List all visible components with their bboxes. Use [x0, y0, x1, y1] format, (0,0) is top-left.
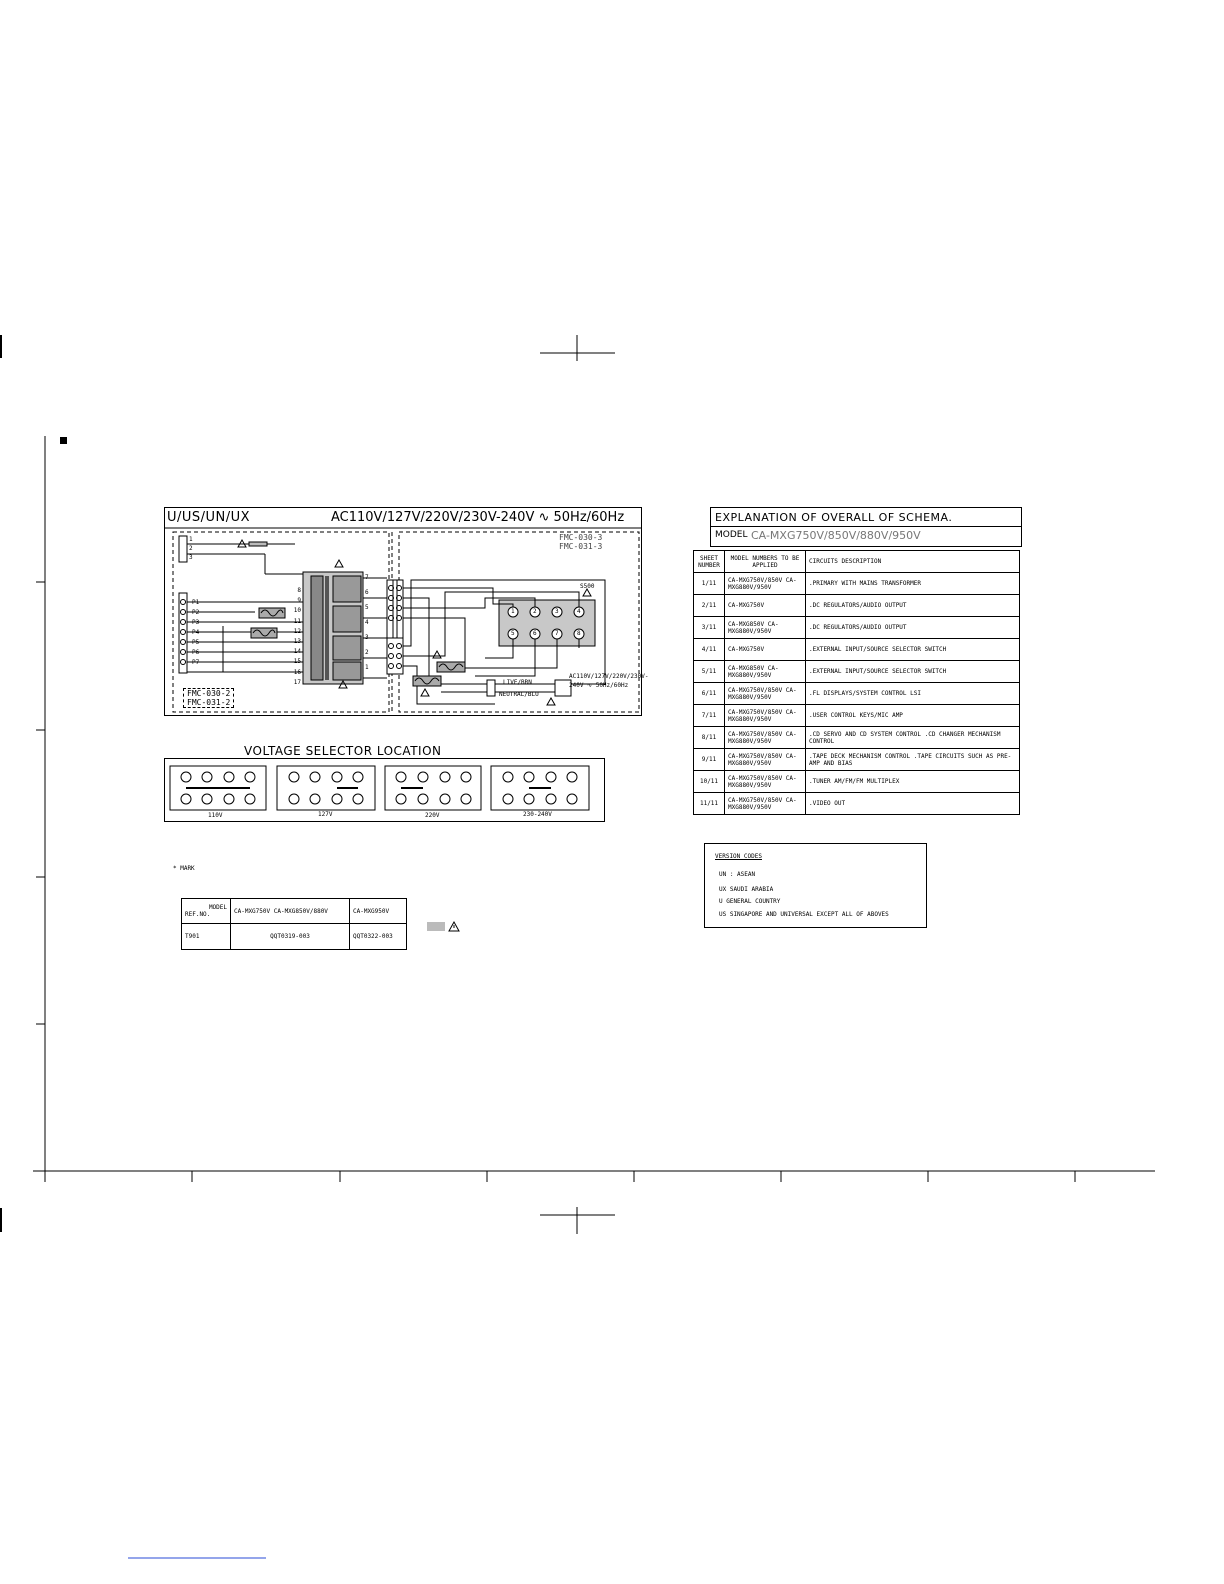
pin-label: 2 [533, 608, 537, 615]
sheet-number: 9/11 [694, 749, 725, 771]
pin-label: P7 [192, 659, 200, 666]
circuit-description: .EXTERNAL INPUT/SOURCE SELECTOR SWITCH [806, 639, 1020, 661]
circuit-description: .TUNER AM/FM/FM MULTIPLEX [806, 771, 1020, 793]
selector-label-230-240v: 230-240V [523, 811, 552, 818]
model-numbers: CA-MXG850V CA-MXG880V/950V [725, 617, 806, 639]
board-top-2: FMC-031-3 [559, 542, 603, 551]
pin-label: 3 [555, 608, 559, 615]
pin-label: 4 [577, 608, 581, 615]
parts-row-val-2: QQT0322-003 [350, 924, 407, 950]
model-numbers: CA-MXG750V [725, 595, 806, 617]
tap-label: 4 [365, 619, 369, 626]
table-row [694, 573, 1020, 595]
board-bottom-2: FMC-031-2 [187, 698, 231, 707]
circuit-description: .VIDEO OUT [806, 793, 1020, 815]
mark-note: * MARK [173, 865, 195, 872]
pin-label: P4 [192, 629, 200, 636]
sheet-number: 7/11 [694, 705, 725, 727]
sheet-number: 2/11 [694, 595, 725, 617]
sheet-number: 3/11 [694, 617, 725, 639]
pin-label: P5 [192, 639, 200, 646]
circuit-description: .EXTERNAL INPUT/SOURCE SELECTOR SWITCH [806, 661, 1020, 683]
sheet-number: 8/11 [694, 727, 725, 749]
pin-label: 6 [533, 630, 537, 637]
pin-label: P3 [192, 619, 200, 626]
left-connector-pins [192, 598, 199, 668]
explanation-header [710, 507, 1022, 547]
circuit-description: .FL DISPLAYS/SYSTEM CONTROL LSI [806, 683, 1020, 705]
model-label: MODEL [715, 530, 748, 540]
model-numbers: CA-MXG750V/850V CA-MXG880V/950V [725, 573, 806, 595]
pin-label: P6 [192, 649, 200, 656]
tap-label: 15 [293, 658, 301, 666]
tap-label: 12 [293, 627, 301, 635]
parts-row-val-1: QQT0319-003 [231, 924, 350, 950]
version-codes-title: VERSION CODES [715, 853, 762, 860]
shaded-part-swatch [427, 922, 445, 931]
table-row [694, 639, 1020, 661]
safety-legend [426, 920, 462, 934]
version-code-item: UN : ASEAN [719, 871, 756, 878]
live-label: LIVE/BRN [503, 679, 532, 686]
pin-label: 1 [511, 608, 515, 615]
tap-label: 1 [365, 664, 369, 671]
explanation-title: EXPLANATION OF OVERALL OF SCHEMA. [715, 511, 953, 524]
table-row [694, 683, 1020, 705]
model-numbers: CA-MXG850V CA-MXG880V/950V [725, 661, 806, 683]
header-sheet: SHEET NUMBER [694, 551, 725, 573]
table-row [694, 771, 1020, 793]
table-row [694, 793, 1020, 815]
board-bottom-1: FMC-030-2 [187, 689, 231, 698]
table-row [694, 705, 1020, 727]
tap-label: 13 [293, 638, 301, 646]
version-code-item: U GENERAL COUNTRY [719, 898, 781, 905]
neutral-label: NEUTRAL/BLU [499, 691, 539, 698]
tap-label: 3 [365, 634, 369, 641]
table-row [694, 749, 1020, 771]
circuit-description: .CD SERVO AND CD SYSTEM CONTROL .CD CHANGER MECHANISM CONTROL [806, 727, 1020, 749]
sheet-number: 4/11 [694, 639, 725, 661]
model-numbers: CA-MXG750V/850V CA-MXG880V/950V [725, 749, 806, 771]
model-numbers: CA-MXG750V/850V CA-MXG880V/950V [725, 727, 806, 749]
voltage-selector-title: VOLTAGE SELECTOR LOCATION [244, 744, 442, 758]
tap-label: 8 [297, 587, 301, 594]
table-row [694, 595, 1020, 617]
board-label-bottom [183, 688, 234, 708]
model-value: CA-MXG750V/850V/880V/950V [751, 529, 921, 542]
explanation-table [693, 550, 1020, 815]
tap-label: 9 [297, 597, 301, 605]
pin-label: P1 [192, 599, 200, 606]
parts-row-ref: T901 [182, 924, 231, 950]
table-row [694, 661, 1020, 683]
parts-col-2: CA-MXG950V [350, 899, 407, 924]
model-numbers: CA-MXG750V [725, 639, 806, 661]
selector-label-127v: 127V [318, 811, 333, 818]
model-numbers: CA-MXG750V/850V CA-MXG880V/950V [725, 771, 806, 793]
transformer-taps-right [365, 570, 369, 675]
voltage-selector-panel [164, 758, 605, 822]
board-label-top [559, 533, 602, 551]
pin-label: 5 [511, 630, 515, 637]
parts-table [181, 898, 407, 950]
tap-label: 6 [365, 589, 369, 596]
sheet-number: 5/11 [694, 661, 725, 683]
parts-col-1: CA-MXG750V CA-MXG850V/880V [231, 899, 350, 924]
transformer-taps-left [291, 586, 301, 688]
pin-label: 7 [555, 630, 559, 637]
pin-label: 3 [189, 554, 193, 561]
tap-label: 10 [293, 607, 301, 615]
top-connector-pins [189, 535, 193, 562]
switch-label: S500 [580, 583, 595, 590]
sheet-number: 11/11 [694, 793, 725, 815]
circuit-description: .USER CONTROL KEYS/MIC AMP [806, 705, 1020, 727]
tap-label: 14 [293, 648, 301, 656]
tap-label: 16 [293, 668, 301, 676]
pin-label: 1 [189, 536, 193, 543]
header-description: CIRCUITS DESCRIPTION [806, 551, 1020, 573]
tap-label: 2 [365, 649, 369, 656]
pin-label: 2 [189, 545, 193, 552]
header-models: MODEL NUMBERS TO BE APPLIED [725, 551, 806, 573]
sheet-number: 10/11 [694, 771, 725, 793]
model-numbers: CA-MXG750V/850V CA-MXG880V/950V [725, 683, 806, 705]
table-row [694, 617, 1020, 639]
model-numbers: CA-MXG750V/850V CA-MXG880V/950V [725, 793, 806, 815]
corner-ref: REF.NO. [185, 911, 211, 918]
circuit-description: .PRIMARY WITH MAINS TRANSFORMER [806, 573, 1020, 595]
version-code-item: UX SAUDI ARABIA [719, 886, 774, 893]
parts-table-corner [182, 899, 231, 924]
version-codes-box [704, 843, 927, 928]
supply-label: AC110V/127V/220V/230V-240V ∿ 50Hz/60Hz [331, 510, 625, 525]
circuit-description: .DC REGULATORS/AUDIO OUTPUT [806, 617, 1020, 639]
tap-label: 11 [293, 617, 301, 625]
tap-label: 5 [365, 604, 369, 611]
selector-label-220v: 220V [425, 812, 440, 819]
circuit-description: .TAPE DECK MECHANISM CONTROL .TAPE CIRCUITS SUCH AS PRE-AMP AND BIAS [806, 749, 1020, 771]
sheet-number: 6/11 [694, 683, 725, 705]
model-numbers: CA-MXG750V/850V CA-MXG880V/950V [725, 705, 806, 727]
sheet-number: 1/11 [694, 573, 725, 595]
pin-label: P2 [192, 609, 200, 616]
mains-label: AC110V/127V/220V/230V-240V ∿ 50Hz/60Hz [569, 673, 649, 689]
tap-label: 7 [365, 574, 369, 581]
region-label: U/US/UN/UX [167, 510, 251, 525]
selector-label-110v: 110V [208, 812, 223, 819]
pin-label: 8 [577, 630, 581, 637]
tap-label: 17 [293, 678, 301, 686]
board-top-1: FMC-030-3 [559, 533, 603, 542]
table-row [694, 727, 1020, 749]
version-code-item: US SINGAPORE AND UNIVERSAL EXCEPT ALL OF ABOVES [719, 911, 889, 918]
corner-model: MODEL [208, 904, 227, 911]
circuit-description: .DC REGULATORS/AUDIO OUTPUT [806, 595, 1020, 617]
primary-schematic [164, 507, 649, 716]
